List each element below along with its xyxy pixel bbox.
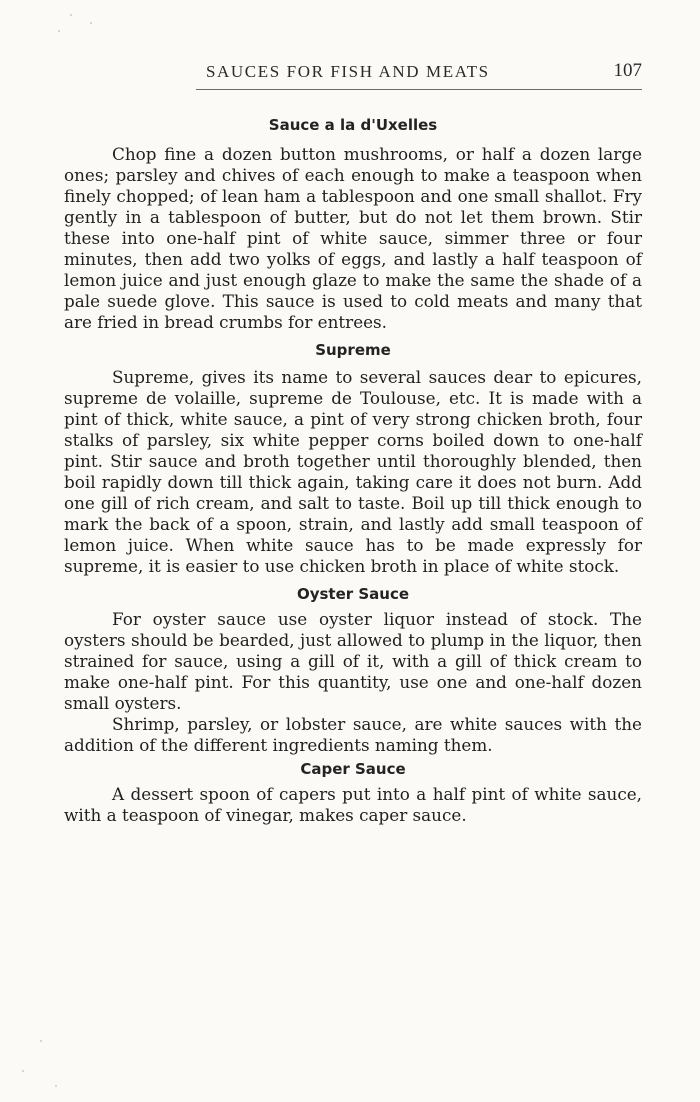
paragraph-oyster: For oyster sauce use oyster liquor instead of stock. The oysters should be bearded, just allowed to plump in the liquor, then strained for sauce, using a gill of it, with a gill of thick cream to make one-half pint. For this quantity, use one and one-half dozen small oysters.	[64, 609, 642, 713]
paper-speckle	[55, 1085, 57, 1087]
section-heading-duxelles: Sauce a la d'Uxelles	[268, 116, 438, 134]
paragraph-duxelles: Chop fine a dozen button mushrooms, or half a dozen large ones; parsley and chives of each enough to make a teaspoon when finely chopped; of lean ham a tablespoon and one small shallot. Fry gently in a tablespoon of butter, but do not let them brown. Stir these into one-half pint of white sauce, simmer three or four minutes, then add two yolks of eggs, and lastly a half teaspoon of lemon juice and just enough glaze to make the same the shade of a pale suede glove. This sauce is used to cold meats and many that are fried in bread crumbs for entrees.	[64, 144, 642, 332]
paper-speckle	[58, 30, 60, 32]
paper-speckle	[70, 14, 72, 16]
page-body	[64, 112, 642, 826]
paper-speckle	[22, 1070, 24, 1072]
running-head	[64, 60, 642, 88]
paragraph-shrimp: Shrimp, parsley, or lobster sauce, are white sauces with the addition of the different ingredients naming them.	[64, 714, 642, 755]
section-heading-caper: Caper Sauce	[300, 760, 406, 778]
paper-speckle	[90, 22, 92, 24]
paragraph-caper: A dessert spoon of capers put into a half pint of white sauce, with a teaspoon of vinegar, makes caper sauce.	[64, 784, 642, 825]
paper-speckle	[40, 1040, 42, 1042]
page-number: 107	[613, 60, 642, 81]
section-heading-oyster: Oyster Sauce	[296, 585, 410, 603]
running-title: SAUCES FOR FISH AND MEATS	[206, 62, 490, 81]
paragraph-supreme: Supreme, gives its name to several sauces dear to epicures, supreme de volaille, supreme de Toulouse, etc. It is made with a pint of thick, white sauce, a pint of very strong chicken broth, four stalks of parsley, six white pepper corns boiled down to one-half pint. Stir sauce and broth together until thoroughly blended, then boil rapidly down till thick again, taking care it does not burn. Add one gill of rich cream, and salt to taste. Boil up till thick enough to mark the back of a spoon, strain, and lastly add small teaspoon of lemon juice. When white sauce has to be made expressly for supreme, it is easier to use chicken broth in place of white stock.	[64, 367, 642, 576]
section-heading-supreme: Supreme	[315, 341, 391, 359]
header-rule	[196, 89, 642, 90]
